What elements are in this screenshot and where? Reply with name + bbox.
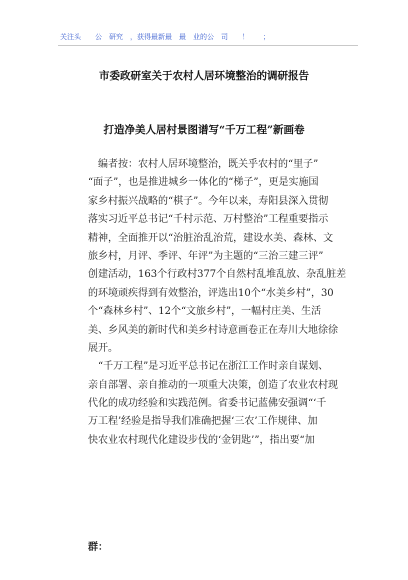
body-line: “面子”，也是推进城乡一体化的“梯子”，更是实施国 — [88, 177, 319, 189]
body-line: 家乡村振兴战略的“棋子”。今年以来，寿阳县深入贯彻 — [88, 195, 329, 207]
footer-label: 群： — [88, 542, 108, 553]
document-title: 市委政研室关于农村人居环境整治的调研报告 — [99, 70, 309, 82]
body-line: 精神，全面推开以“治脏治乱治荒，建设水美、森林、文 — [88, 232, 334, 244]
body-line: 编者按：农村人居环境整治，既关乎农村的“里子” — [88, 159, 319, 170]
body-line: 展开。 — [88, 342, 118, 354]
body-line: 快农业农村现代化建设步伐的‘金钥匙’”，指出要“加 — [88, 434, 315, 446]
header-divider — [58, 45, 358, 46]
body-line: 个“森林乡村”、12个“文旅乡村”，一幅村庄美、生活 — [88, 306, 322, 318]
body-line: “千万工程”是习近平总书记在浙江工作时亲自谋划、 — [88, 361, 329, 373]
body-line: 落实习近平总书记“千村示范、万村整治”工程重要指示 — [88, 214, 329, 226]
document-body — [88, 156, 356, 450]
page-header-text: 关注头 公 研究 ，获得最新最 最 业的公 司 ！ ； — [60, 33, 270, 41]
document-subtitle: 打造净美人居村景图谱写“千万工程”新画卷 — [103, 124, 305, 136]
body-line: 的环境顽疾得到有效整治，评选出10个“水美乡村”，30 — [88, 287, 334, 299]
body-line: 万工程’经验是指导我们准确把握‘三农’工作规律、加 — [88, 416, 318, 428]
body-line: 代化的成功经验和实践范例。省委书记蓝佛安强调“‘千 — [88, 398, 327, 410]
body-line: 美、乡风美的新时代和美乡村诗意画卷正在寿川大地徐徐 — [88, 324, 338, 336]
body-line: 亲自部署、亲自推动的一项重大决策，创造了农业农村现 — [88, 379, 338, 391]
body-line: 旅乡村，月评、季评、年评”为主题的“三治三建三评” — [88, 250, 324, 262]
body-line: 创建活动，163个行政村377个自然村乱堆乱放、杂乱脏差 — [88, 269, 347, 281]
